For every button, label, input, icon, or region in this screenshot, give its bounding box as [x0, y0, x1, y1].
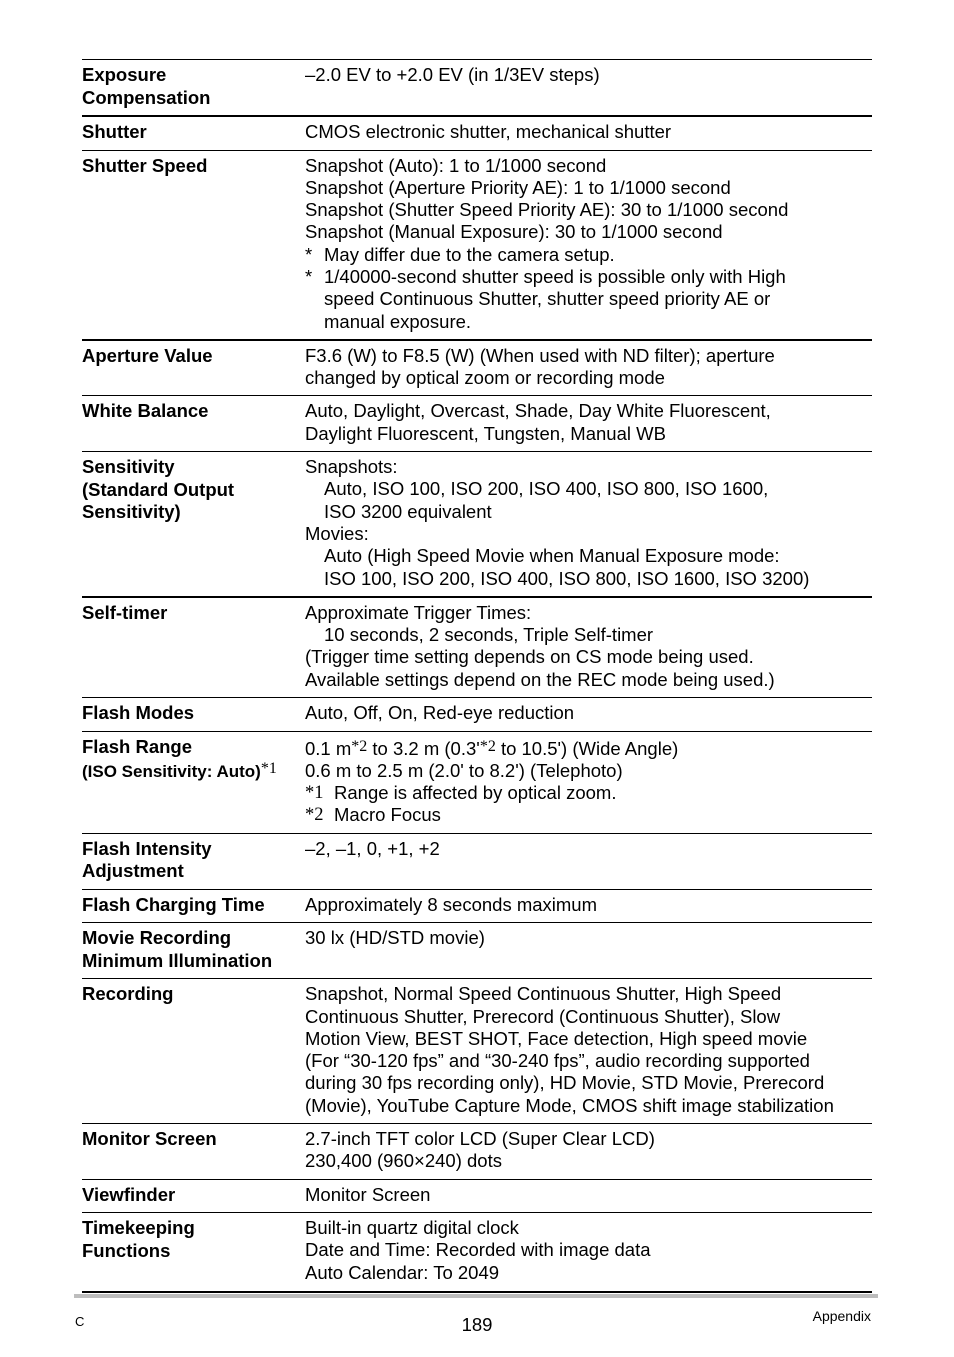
value-line: –2, –1, 0, +1, +2: [305, 837, 440, 859]
value-line: 10 seconds, 2 seconds, Triple Self-timer: [324, 624, 654, 646]
label-line: Flash Range: [82, 735, 192, 757]
spec-value: [305, 927, 872, 972]
value-line: Snapshot, Normal Speed Continuous Shutter, High Speed: [305, 983, 782, 1005]
spec-value: [305, 838, 872, 883]
label-line: Shutter: [82, 121, 147, 142]
footnote-text: 1/40000-second shutter speed is possible only with High: [324, 265, 786, 287]
spec-row-exposure-compensation: [82, 60, 872, 115]
spec-row-flash-modes: [82, 697, 872, 731]
footnote-text: manual exposure.: [324, 310, 472, 332]
spec-value: [305, 155, 872, 333]
spec-row-viewfinder: [82, 1179, 872, 1213]
spec-row-monitor-screen: [82, 1123, 872, 1179]
spec-row-sensitivity: [82, 451, 872, 596]
value-line: Daylight Fluorescent, Tungsten, Manual WB: [305, 422, 666, 444]
footer-section-label: Appendix: [812, 1308, 871, 1324]
value-line: Motion View, BEST SHOT, Face detection, High speed movie: [305, 1027, 808, 1049]
label-line: Recording: [82, 983, 174, 1005]
spec-value: [305, 736, 872, 827]
label-line: [82, 758, 305, 784]
label-text: (ISO Sensitivity: Auto): [82, 762, 261, 782]
value-line: CMOS electronic shutter, mechanical shutter: [305, 121, 672, 142]
spec-label: [82, 736, 305, 827]
spec-value: [305, 400, 872, 445]
label-line: Viewfinder: [82, 1183, 176, 1205]
value-line: Snapshots:: [305, 456, 398, 478]
value-line: Auto (High Speed Movie when Manual Exposure mode:: [324, 545, 780, 567]
label-line: Flash Charging Time: [82, 893, 265, 915]
spec-row-flash-range: [82, 731, 872, 833]
spec-label: [82, 456, 305, 590]
value-line: Approximate Trigger Times:: [305, 601, 532, 623]
spec-row-flash-charging-time: [82, 889, 872, 923]
value-line: 0.6 m to 2.5 m (2.0' to 8.2') (Telephoto): [305, 759, 623, 781]
label-line: Flash Modes: [82, 702, 195, 724]
footer-left-mark: C: [75, 1314, 85, 1329]
spec-value: [305, 1217, 872, 1284]
value-line: Auto, Daylight, Overcast, Shade, Day White Fluorescent,: [305, 400, 771, 422]
value-line: Built-in quartz digital clock: [305, 1217, 519, 1239]
value-line: 30 lx (HD/STD movie): [305, 927, 485, 949]
footnote-text: May differ due to the camera setup.: [324, 243, 615, 265]
footnote-ref: *1: [260, 760, 277, 778]
spec-row-self-timer: [82, 596, 872, 697]
spec-value: [305, 345, 872, 390]
footnote-text: Macro Focus: [334, 804, 441, 826]
spec-label: [82, 927, 305, 972]
value-line: during 30 fps recording only), HD Movie, STD Movie, Prerecord: [305, 1072, 825, 1094]
spec-row-timekeeping: [82, 1212, 872, 1291]
spec-label: [82, 1217, 305, 1284]
footnote: [305, 266, 872, 333]
spec-row-flash-intensity: [82, 833, 872, 889]
spec-label: [82, 155, 305, 333]
label-line: Adjustment: [82, 860, 184, 882]
spec-value: [305, 894, 872, 917]
label-line: Monitor Screen: [82, 1128, 217, 1149]
spec-value: [305, 64, 872, 109]
spec-label: [82, 345, 305, 390]
spec-label: [82, 983, 305, 1117]
footnote: [305, 782, 872, 804]
spec-label: [82, 121, 305, 144]
value-line: Continuous Shutter, Prerecord (Continuous Shutter), Slow: [305, 1005, 781, 1027]
spec-value: [305, 1184, 872, 1207]
spec-row-aperture-value: [82, 339, 872, 396]
label-line: Minimum Illumination: [82, 949, 273, 971]
value-line: (Trigger time setting depends on CS mode being used.: [305, 646, 754, 668]
label-line: Self-timer: [82, 601, 168, 623]
footnote-mark: *: [305, 243, 313, 265]
value-line: F3.6 (W) to F8.5 (W) (When used with ND filter); aperture: [305, 344, 775, 366]
value-line: Monitor Screen: [305, 1183, 431, 1205]
value-text: 0.1 m: [305, 737, 352, 759]
label-line: Sensitivity: [82, 456, 175, 478]
value-line: Snapshot (Shutter Speed Priority AE): 30 to 1/1000 second: [305, 199, 789, 221]
value-line: Auto, Off, On, Red-eye reduction: [305, 702, 575, 724]
footnote: [305, 804, 872, 826]
spec-row-movie-min-illumination: [82, 922, 872, 978]
spec-label: [82, 1128, 305, 1173]
value-text: to 10.5') (Wide Angle): [495, 737, 679, 759]
spec-value: [305, 702, 872, 725]
spec-label: [82, 1184, 305, 1207]
value-line: ISO 3200 equivalent: [324, 500, 492, 522]
value-line: ISO 100, ISO 200, ISO 400, ISO 800, ISO 1600, ISO 3200): [324, 567, 810, 589]
label-line: Sensitivity): [82, 501, 181, 523]
value-line: (Movie), YouTube Capture Mode, CMOS shift image stabilization: [305, 1094, 834, 1116]
value-line: Movies:: [305, 522, 369, 544]
value-line: Snapshot (Aperture Priority AE): 1 to 1/1000 second: [305, 176, 731, 198]
label-line: Shutter Speed: [82, 154, 208, 176]
label-line: Timekeeping: [82, 1217, 195, 1239]
spec-label: [82, 602, 305, 691]
footnote-text: speed Continuous Shutter, shutter speed priority AE or: [324, 288, 771, 310]
footnote-ref: *2: [351, 737, 368, 755]
value-line: Date and Time: Recorded with image data: [305, 1239, 651, 1261]
spec-value: [305, 602, 872, 691]
value-line: [305, 736, 872, 760]
spec-row-white-balance: [82, 395, 872, 451]
value-line: Snapshot (Auto): 1 to 1/1000 second: [305, 154, 607, 176]
footnote-ref: *2: [479, 737, 496, 755]
label-line: Compensation: [82, 86, 211, 108]
label-line: Aperture Value: [82, 344, 213, 366]
value-line: 2.7-inch TFT color LCD (Super Clear LCD): [305, 1128, 655, 1149]
spec-label: [82, 64, 305, 109]
spec-value: [305, 983, 872, 1117]
footnote: [305, 244, 872, 266]
footnote-text: Range is affected by optical zoom.: [334, 782, 617, 804]
footer-divider: [74, 1294, 878, 1298]
label-line: Flash Intensity: [82, 837, 212, 859]
value-line: Approximately 8 seconds maximum: [305, 893, 597, 915]
label-line: Exposure: [82, 64, 167, 85]
value-line: –2.0 EV to +2.0 EV (in 1/3EV steps): [305, 64, 600, 85]
value-line: changed by optical zoom or recording mode: [305, 367, 665, 389]
label-line: (Standard Output: [82, 478, 235, 500]
spec-label: [82, 838, 305, 883]
footnote-mark: *2: [305, 805, 324, 826]
footnote-mark: *: [305, 265, 313, 287]
spec-value: [305, 1128, 872, 1173]
spec-table: [82, 59, 872, 1293]
value-line: Auto Calendar: To 2049: [305, 1261, 500, 1283]
spec-row-shutter-speed: [82, 150, 872, 339]
value-line: Auto, ISO 100, ISO 200, ISO 400, ISO 800, ISO 1600,: [324, 478, 769, 500]
page-number: 189: [461, 1314, 493, 1335]
label-line: White Balance: [82, 400, 209, 422]
value-text: to 3.2 m (0.3': [367, 737, 480, 759]
spec-label: [82, 400, 305, 445]
value-line: Available settings depend on the REC mode being used.): [305, 668, 775, 690]
spec-row-shutter: [82, 115, 872, 150]
spec-label: [82, 894, 305, 917]
spec-value: [305, 456, 872, 590]
value-line: 230,400 (960×240) dots: [305, 1150, 502, 1172]
spec-value: [305, 121, 872, 144]
footnote-mark: *1: [305, 783, 324, 804]
spec-label: [82, 702, 305, 725]
label-line: Functions: [82, 1239, 171, 1261]
value-line: Snapshot (Manual Exposure): 30 to 1/1000 second: [305, 221, 723, 243]
label-line: Movie Recording: [82, 927, 232, 949]
value-line: (For “30-120 fps” and “30-240 fps”, audio recording supported: [305, 1050, 810, 1072]
spec-row-recording: [82, 978, 872, 1123]
